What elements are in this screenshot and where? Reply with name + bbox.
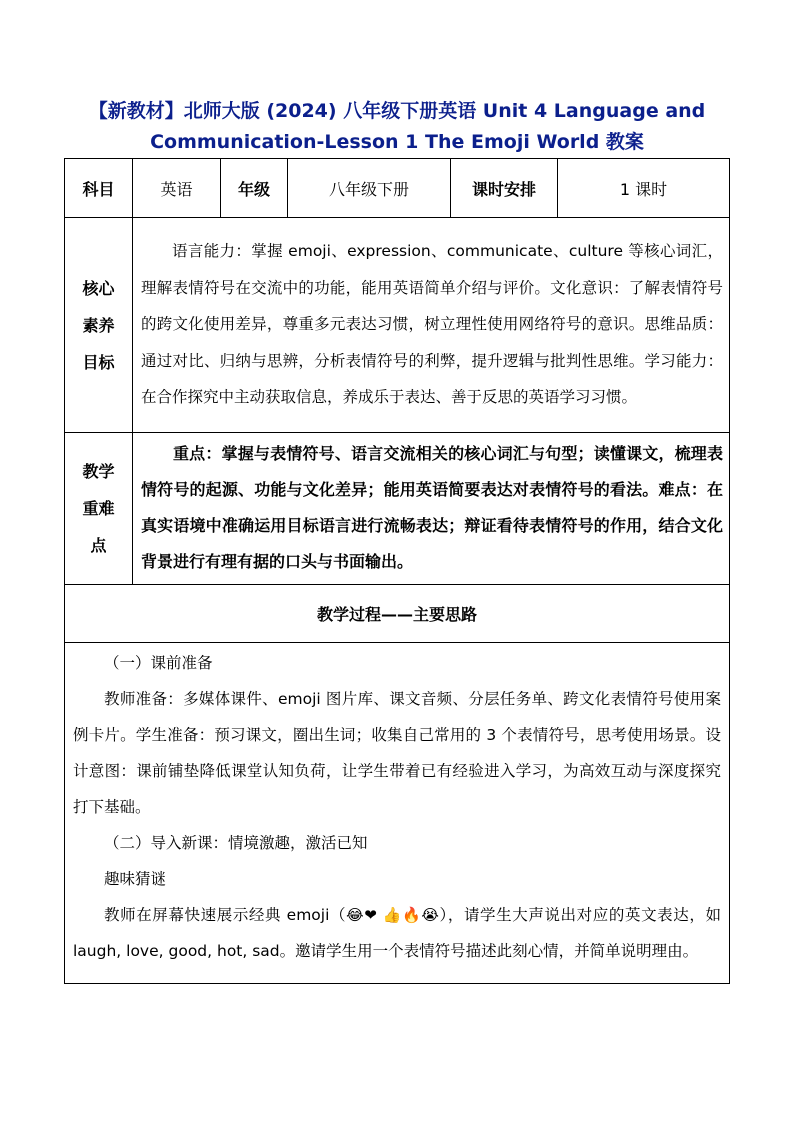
section-1-text: 教师准备：多媒体课件、emoji 图片库、课文音频、分层任务单、跨文化表情符号使用案例卡片。学生准备：预习课文，圈出生词；收集自己常用的 3 个表情符号，思考使用场景。设计意图：课前铺垫降低课堂认知负荷，让学生带着已有经验进入学习，为高效互动与深度探究打下基础。 — [73, 690, 721, 816]
goals-text: 语言能力：掌握 emoji、expression、communicate、culture 等核心词汇，理解表情符号在交流中的功能，能用英语简单介绍与评价。文化意识：了解表情符号的跨文化使用差异，尊重多元表达习惯，树立理性使用网络符号的意识。思维品质：通过对比、归纳与思辨，分析表情符号的利弊，提升逻辑与批判性思维。学习能力：在合作探究中主动获取信息，养成乐于表达、善于反思的英语学习习惯。 — [141, 242, 723, 407]
process-title-row — [65, 585, 730, 643]
key-points-label: 教学重难点 — [82, 462, 115, 555]
section-2-text-before: 教师在屏幕快速展示经典 emoji（ — [104, 906, 347, 924]
section-2-heading: （二）导入新课：情境激趣，激活已知 — [104, 834, 368, 852]
section-2-subheading: 趣味猜谜 — [104, 870, 167, 888]
grade-label: 年级 — [221, 159, 288, 218]
subject-value: 英语 — [133, 159, 221, 218]
hours-value: 1 课时 — [558, 159, 730, 218]
key-points-text: 重点：掌握与表情符号、语言交流相关的核心词汇与句型；读懂课文，梳理表情符号的起源、功能与文化差异；能用英语简要表达对表情符号的看法。难点：在真实语境中准确运用目标语言进行流畅表达；辩证看待表情符号的作用，结合文化背景进行有理有据的口头与书面输出。 — [141, 444, 723, 571]
hours-label: 课时安排 — [451, 159, 558, 218]
section-2-text-after: ），请学生大声说出对应的英文表达，如 laugh, love, good, hot, sad。邀请学生用一个表情符号描述此刻心情，并简单说明理由。 — [73, 906, 721, 960]
title-line-2: Communication-Lesson 1 The Emoji World 教案 — [150, 131, 644, 153]
key-points-row — [65, 433, 730, 585]
grade-value: 八年级下册 — [288, 159, 451, 218]
emoji-examples: 😂❤ 👍🔥😭 — [346, 906, 440, 924]
process-title: 教学过程——主要思路 — [65, 585, 730, 643]
info-row — [65, 159, 730, 218]
section-1-heading: （一）课前准备 — [104, 654, 213, 672]
document-title — [60, 96, 734, 158]
title-line-1: 【新教材】北师大版 (2024) 八年级下册英语 Unit 4 Language and — [88, 100, 706, 122]
section-2-text — [73, 897, 721, 969]
goals-label: 核心素养目标 — [82, 278, 115, 372]
goals-row — [65, 218, 730, 433]
subject-label: 科目 — [65, 159, 133, 218]
process-content-row — [65, 643, 730, 984]
lesson-plan-table — [64, 158, 730, 984]
